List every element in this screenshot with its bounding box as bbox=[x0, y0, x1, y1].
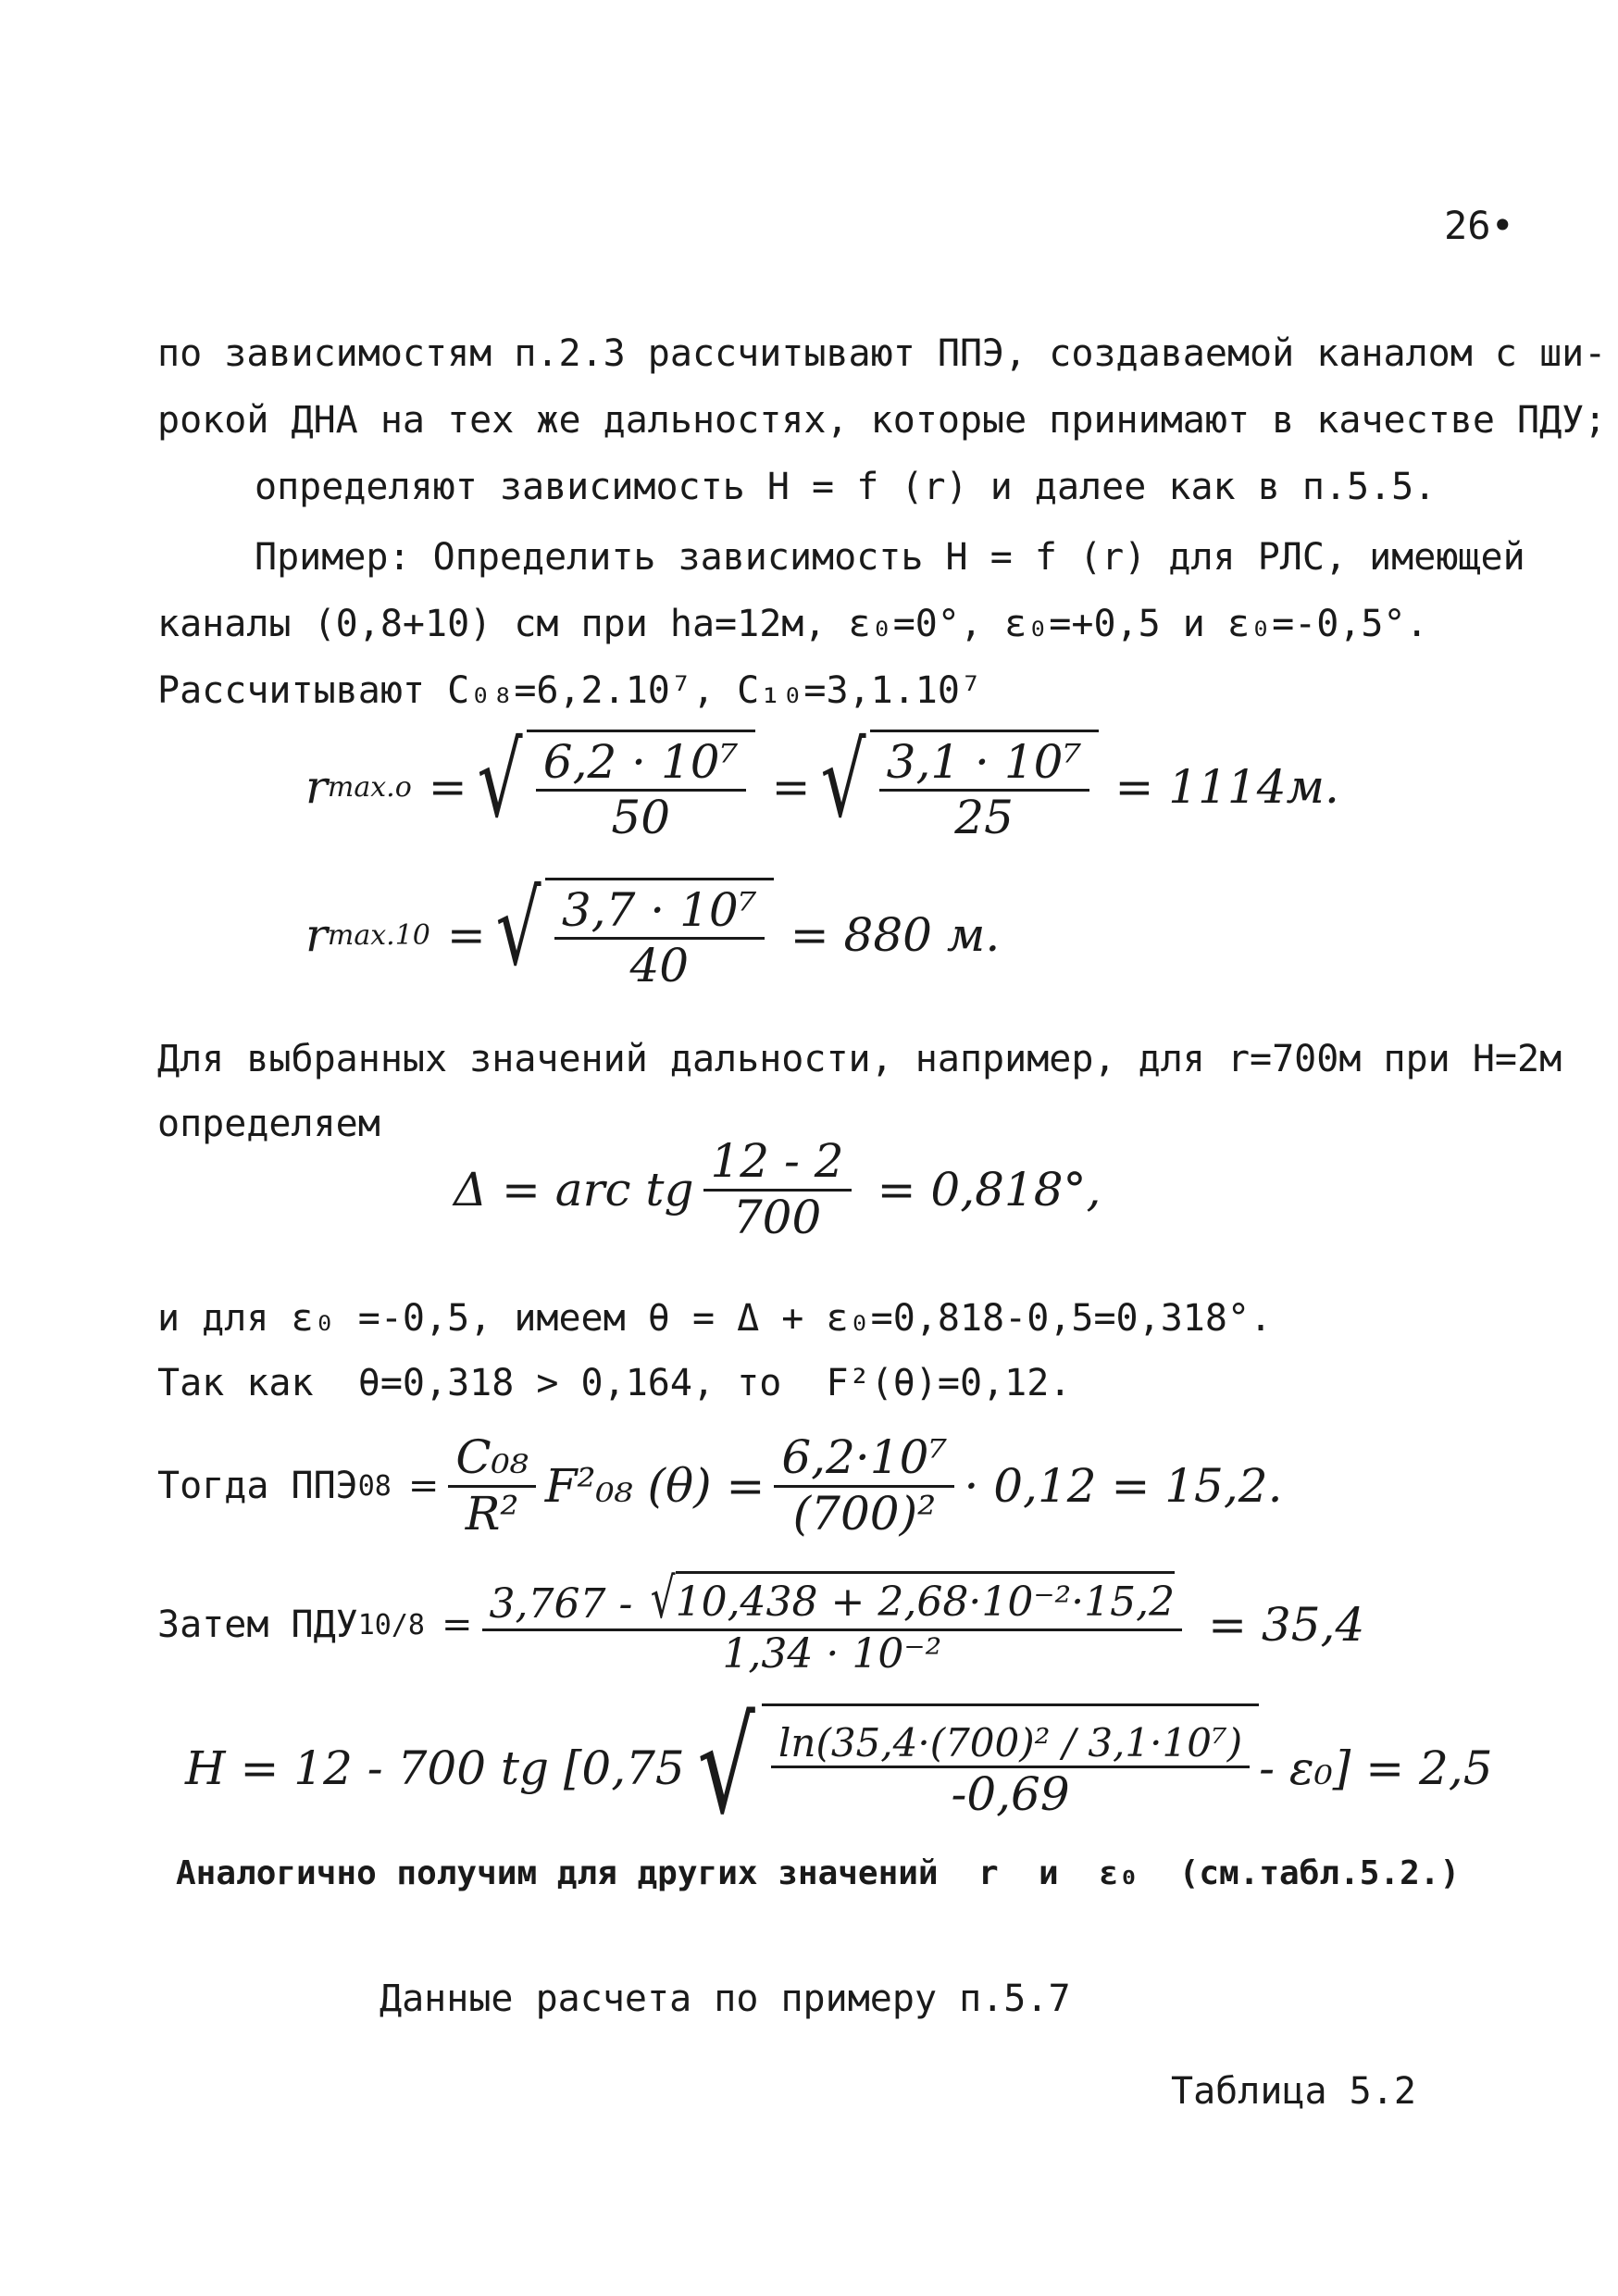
table-caption: Данные расчета по примеру п.5.7 bbox=[380, 1978, 1071, 2020]
equation-pdu: Затем ПДУ 10/8 = 3,767 - √ 10,438 + 2,68·10⁻²·15,2 1,34 · 10⁻² = 35,4 bbox=[157, 1566, 1365, 1678]
eq1-result: = 1114м. bbox=[1114, 760, 1339, 814]
eq4-lead-sub: 08 bbox=[357, 1469, 392, 1503]
eq4-den-1: R² bbox=[465, 1486, 519, 1541]
eq4-num-1: C₀₈ bbox=[448, 1431, 535, 1488]
eq3-lhs: Δ = arc tg bbox=[454, 1163, 694, 1217]
paragraph-line-1: по зависимостям п.2.3 рассчитывают ППЭ, создаваемой каналом с ши- bbox=[157, 332, 1607, 375]
equation-rmax-10: r max.10 = √ $\frac{\text{3,7 · 10⁷}}{40}$ = 880 м. bbox=[305, 868, 1001, 992]
eq3-num: 12 - 2 bbox=[703, 1135, 852, 1192]
paragraph-line-4: Пример: Определить зависимость Н = f (r) для РЛС, имеющей bbox=[255, 536, 1525, 579]
eq6-num: ln(35,4·(700)² / 3,1·10⁷) bbox=[771, 1721, 1250, 1768]
eq2-den: 40 bbox=[629, 939, 690, 992]
eq5-lead-eq: = bbox=[442, 1603, 473, 1646]
eq1-num-1: 6,2 · 10⁷ bbox=[536, 736, 746, 792]
equation-h: H = 12 - 700 tg [0,75 √ $\frac{\text{ln(35,4·(700)² / 3,1·10⁷)}}{-0,69}$ - ε₀] = 2,5 bbox=[185, 1692, 1493, 1843]
eq5-den: 1,34 · 10⁻² bbox=[722, 1630, 942, 1678]
eq5-num-a: 3,767 - bbox=[489, 1580, 633, 1628]
table-label: Таблица 5.2 bbox=[1171, 2070, 1416, 2113]
eq2-lhs-sub: max.10 bbox=[327, 918, 430, 952]
eq5-lead: Затем ПДУ bbox=[157, 1603, 358, 1646]
eq4-result: · 0,12 = 15,2. bbox=[964, 1459, 1283, 1513]
eq1-den-1: 50 bbox=[611, 791, 671, 844]
eq6-den: -0,69 bbox=[951, 1767, 1070, 1822]
eq1-lhs: r bbox=[305, 760, 328, 814]
eq4-lead-eq: = bbox=[407, 1465, 440, 1507]
page-number: 26• bbox=[1444, 203, 1514, 248]
eq3-den: 700 bbox=[732, 1190, 822, 1244]
paragraph-line-2: рокой ДНА на тех же дальностях, которые принимают в качестве ПДУ; bbox=[157, 399, 1607, 442]
eq1-lhs-sub: max.o bbox=[327, 770, 412, 804]
eq1-num-2: 3,1 · 10⁷ bbox=[879, 736, 1089, 792]
paragraph-line-8: определяем bbox=[157, 1103, 380, 1145]
paragraph-line-10: Так как θ=0,318 > 0,164, то F²(θ)=0,12. bbox=[157, 1362, 1072, 1404]
paragraph-line-6: Рассчитывают C₀₈=6,2.10⁷, C₁₀=3,1.10⁷ bbox=[157, 669, 983, 712]
eq5-result: = 35,4 bbox=[1208, 1598, 1365, 1652]
eq2-lhs: r bbox=[305, 908, 328, 962]
eq6-lhs: H = 12 - 700 tg [0,75 bbox=[185, 1741, 685, 1795]
eq1-den-2: 25 bbox=[954, 791, 1014, 844]
eq2-root: √ $\frac{\text{3,7 · 10⁷}}{40}$ bbox=[486, 878, 774, 993]
equation-rmax-o: r max.o = √ $\frac{\text{6,2 · 10⁷}}{50}$ = √ $\frac{\text{3,1 · 10⁷}}{25}$ = 1114м. bbox=[305, 720, 1339, 844]
eq4-den-2: (700)² bbox=[792, 1486, 937, 1541]
eq4-num-2: 6,2·10⁷ bbox=[774, 1431, 954, 1488]
eq1-root-1: √ $\frac{\text{6,2 · 10⁷}}{50}$ bbox=[467, 730, 755, 845]
eq1-root-2: √ $\frac{\text{3,1 · 10⁷}}{25}$ bbox=[811, 730, 1099, 845]
analog-note: Аналогично получим для других значений r и ε₀ (см.табл.5.2.) bbox=[176, 1854, 1461, 1892]
paragraph-line-9: и для ε₀ =-0,5, имеем θ = Δ + ε₀=0,818-0,5=0,318°. bbox=[157, 1297, 1273, 1340]
eq3-result: = 0,818°, bbox=[877, 1163, 1101, 1217]
equation-ppe bbox=[157, 1426, 1282, 1546]
eq6-tail: - ε₀] = 2,5 bbox=[1259, 1741, 1493, 1795]
eq5-num-root: 10,438 + 2,68·10⁻²·15,2 bbox=[676, 1571, 1176, 1627]
paragraph-line-5: каналы (0,8+10) см при hа=12м, ε₀=0°, ε₀=+0,5 и ε₀=-0,5°. bbox=[157, 603, 1428, 645]
eq4-mid: F²₀₈ (θ) = bbox=[544, 1459, 765, 1513]
eq4-lead: Тогда ППЭ bbox=[157, 1465, 358, 1507]
equation-delta bbox=[454, 1134, 1101, 1244]
paragraph-line-3: определяют зависимость Н = f (r) и далее как в п.5.5. bbox=[255, 466, 1437, 508]
eq5-lead-sub: 10/8 bbox=[357, 1608, 425, 1641]
eq2-result: = 880 м. bbox=[790, 908, 1001, 962]
eq2-num: 3,7 · 10⁷ bbox=[554, 884, 765, 941]
paragraph-line-7: Для выбранных значений дальности, например, для r=700м при Н=2м bbox=[157, 1038, 1562, 1080]
